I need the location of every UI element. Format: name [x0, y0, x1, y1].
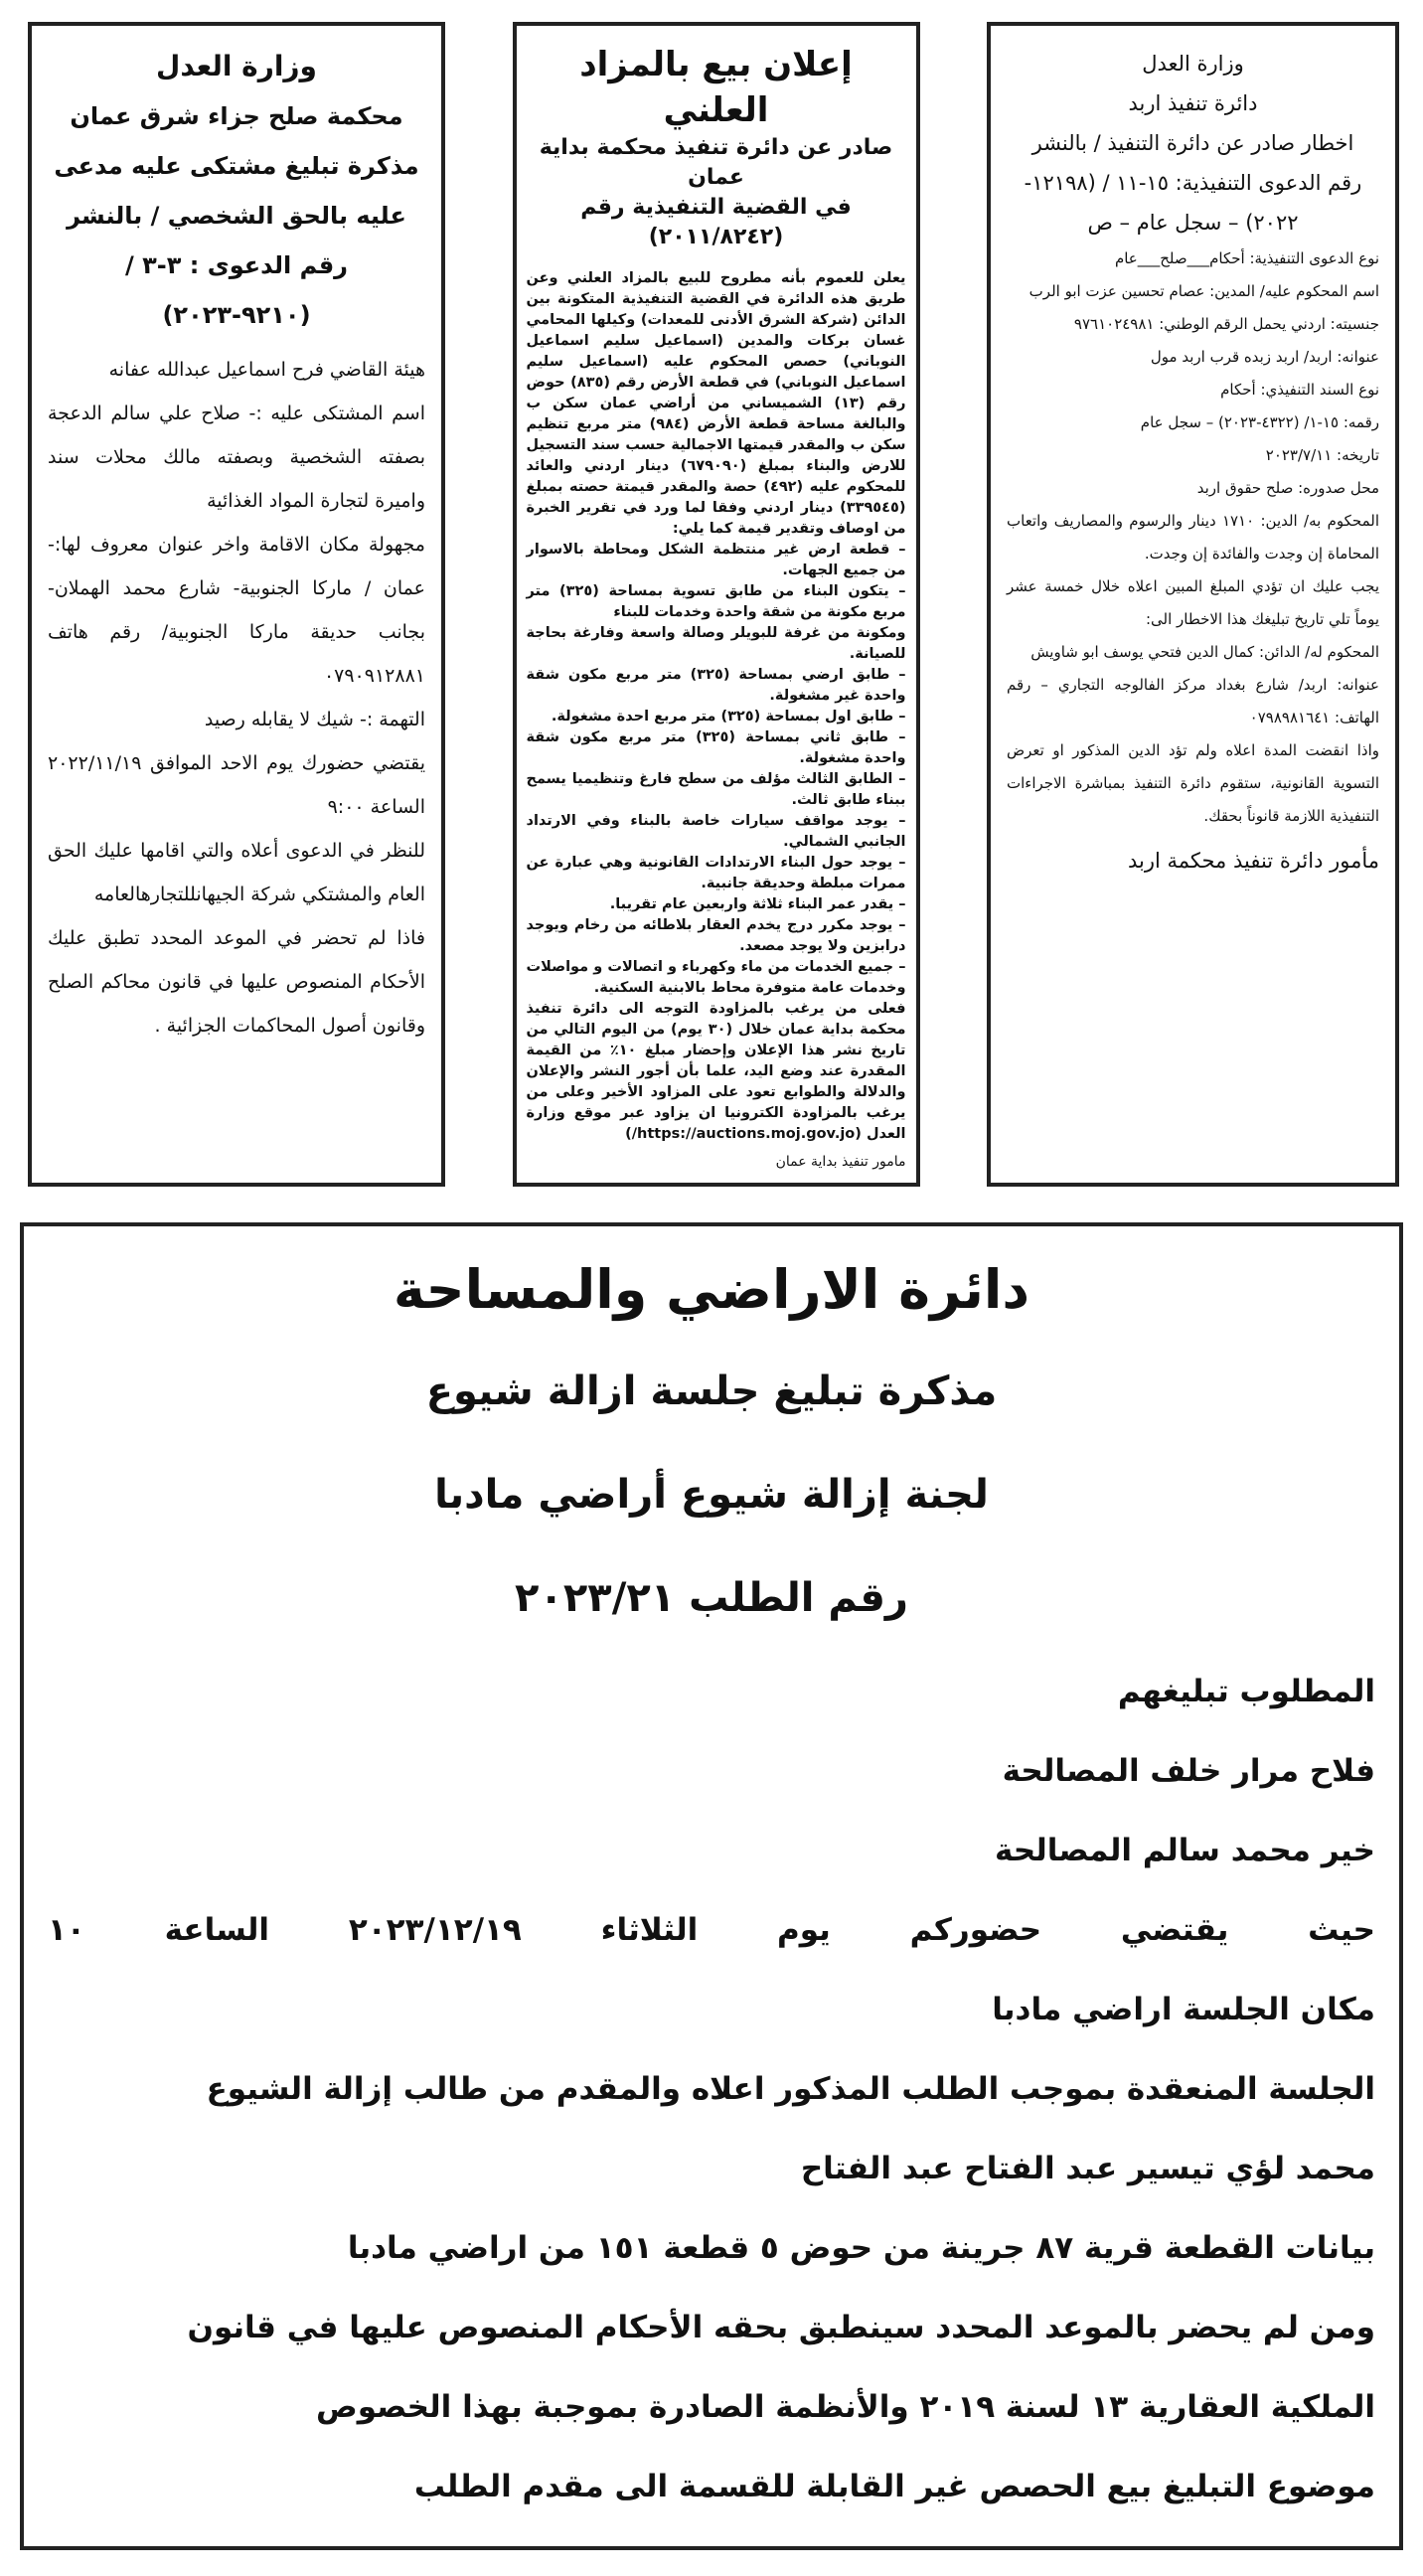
paragraph: – يوجد مواقف سيارات خاصة بالبناء وفي الارتداد الجانبي الشمالي.: [526, 813, 906, 850]
body-line: الجلسة المنعقدة بموجب الطلب المذكور اعلاه والمقدم من طالب إزالة الشيوع: [206, 2071, 1375, 2107]
title-line: محكمة صلح جزاء شرق عمان: [70, 102, 403, 130]
signature: مأمور دائرة تنفيذ محكمة اربد: [1127, 849, 1379, 873]
court-summons-notice: [28, 22, 445, 1187]
execution-notice-irbid: [987, 22, 1399, 1187]
notice-body: [48, 1652, 1375, 2526]
notice-subtitle: مذكرة تبليغ جلسة ازالة شيوع: [425, 1368, 998, 1414]
title-line: عليه بالحق الشخصي / بالنشر: [67, 202, 406, 230]
request-number: رقم الطلب ٢٠٢٣/٢١: [515, 1575, 908, 1621]
body-line: موضوع التبليغ بيع الحصص غير القابلة للقسمة الى مقدم الطلب: [413, 2469, 1375, 2504]
paragraph: – طابق ارضي بمساحة (٣٢٥) متر مربع مكون شقة واحدة غير مشغولة.: [526, 667, 906, 704]
paragraph: – يوجد مكرر درج يخدم العقار بلاطائه من رخام ويوجد درابزين ولا يوجد مصعد.: [526, 917, 906, 954]
paragraph: فعلى من يرغب بالمزاودة التوجه الى دائرة تنفيذ محكمة بداية عمان خلال (٣٠ يوم) من اليوم التالي من تاريخ نشر هذا الإعلان وإحضار مبلغ ١٠٪ من القيمة المقدرة عند وضع اليد، علما بأن أجور النشر والإعلان والدلالة والطوابع تعود على المزاود الأخير وعلى من يرغب بالمزاودة الكترونيا ان يزاود عبر موقع وزارة العدل (https://auctions.moj.gov.jo/): [526, 1001, 906, 1142]
notice-body: [527, 268, 906, 1145]
title-line: وزارة العدل: [1142, 52, 1244, 76]
body-line: المطلوب تبليغهم: [1117, 1674, 1375, 1709]
title-line: رقم الدعوى التنفيذية: ١٥-١١ / (١٢١٩٨-: [1024, 171, 1362, 195]
body-line: بيانات القطعة قرية ٨٧ جرينة من حوض ٥ قطعة ١٥١ من اراضي مادبا: [347, 2230, 1375, 2266]
notice-body: [1007, 242, 1379, 833]
title-line: وزارة العدل: [156, 50, 317, 82]
body-line: واذا انقضت المدة اعلاه ولم تؤد الدين المذكور او تعرض التسوية القانونية، ستقوم دائرة التنفيذ بمباشرة الاجراءات التنفيذية اللازمة قانوناً بحقك.: [1007, 741, 1379, 825]
body-line: يجب عليك ان تؤدي المبلغ المبين اعلاه خلال خمسة عشر يوماً تلي تاريخ تبليغك هذا الاخطار الى:: [1007, 577, 1379, 628]
body-line: رقمه: ١٥-١/ (٤٣٢٢-٢٠٢٣) – سجل عام: [1140, 413, 1379, 431]
notice-title: [1007, 44, 1379, 242]
title-line: دائرة تنفيذ اربد: [1128, 91, 1258, 115]
body-line: جنسيته: اردني يحمل الرقم الوطني: ٩٧٦١٠٢٤٩٨١: [1073, 315, 1379, 333]
notice-subtitle: في القضية التنفيذية رقم (٢٠١١/٨٢٤٢): [580, 195, 852, 249]
paragraph: للنظر في الدعوى أعلاه والتي اقامها عليك الحق العام والمشتكي شركة الجيهانللتجارهالعامه: [48, 840, 425, 905]
body-line: حيث يقتضي حضوركم يوم الثلاثاء ٢٠٢٣/١٢/١٩ الساعة ١٠: [48, 1912, 1375, 1948]
signature: مامور تنفيذ بداية عمان: [775, 1154, 906, 1170]
notice-subtitle: صادر عن دائرة تنفيذ محكمة بداية عمان: [539, 135, 893, 190]
title-line: ٢٠٢٢) – سجل عام – ص: [1087, 211, 1299, 235]
body-line: خير محمد سالم المصالحة: [995, 1833, 1375, 1868]
paragraph: – قطعة ارض غير منتظمة الشكل ومحاطة بالاسوار من جميع الجهات.: [526, 542, 906, 578]
notice-title: [48, 42, 425, 340]
paragraph: يعلن للعموم بأنه مطروح للبيع بالمزاد العلني وعن طريق هذه الدائرة في القضية التنفيذية المتكونة بين الدائن (شركة الشرق الأدنى للمعدات) وكيلها المحامي غسان بركات والمدين (اسماعيل سليم اسماعيل النوباني) حصص المحكوم عليه (اسماعيل سليم اسماعيل النوباني) في قطعة الأرض رقم (٨٣٥) حوض رقم (١٣) الشميساني من أراضي عمان سكن ب والبالغة مساحة قطعة الأرض (٩٨٤) متر مربع تنظيم سكن ب والمقدر قيمتها الاجمالية حسب سند التسجيل للارض والبناء بمبلغ (٦٧٩٠٩٠) دينار اردني والعائد للمحكوم عليه (٤٩٢) حصة والمقدر قيمتة حصته بمبلغ (٣٣٩٥٤٥) دينار اردني وفقا لما ورد في تقرير الخبرة من اوصاف وتقدير قيمة كما يلي:: [526, 270, 906, 537]
body-line: محل صدوره: صلح حقوق اربد: [1196, 479, 1379, 497]
paragraph: – طابق ثاني بمساحة (٣٢٥) متر مربع مكون شقة واحدة مشغولة.: [526, 729, 906, 766]
paragraph: فاذا لم تحضر في الموعد المحدد تطبق عليك الأحكام المنصوص عليها في قانون محاكم الصلح وقانون أصول المحاكمات الجزائية .: [48, 927, 425, 1037]
public-auction-notice: [513, 22, 920, 1187]
paragraph: هيئة القاضي فرح اسماعيل عبدالله عفانه: [108, 359, 425, 381]
body-line: ومن لم يحضر بالموعد المحدد سينطبق بحقه الأحكام المنصوص عليها في قانون: [187, 2310, 1375, 2345]
body-line: المحكوم له/ الدائن: كمال الدين فتحي يوسف ابو شاويش: [1030, 643, 1379, 661]
paragraph: – جميع الخدمات من ماء وكهرباء و اتصالات و مواصلات وخدمات عامة متوفرة محاط بالابنية السكنية.: [526, 959, 906, 996]
body-line: نوع السند التنفيذي: أحكام: [1220, 381, 1379, 399]
notice-subtitle: لجنة إزالة شيوع أراضي مادبا: [434, 1472, 989, 1518]
body-line: المحكوم به/ الدين: ١٧١٠ دينار والرسوم والمصاريف واتعاب المحاماة إن وجدت والفائدة إن وجدت.: [1007, 512, 1379, 563]
body-line: الملكية العقارية ١٣ لسنة ٢٠١٩ والأنظمة الصادرة بموجبة بهذا الخصوص: [316, 2389, 1375, 2425]
paragraph: – الطابق الثالث مؤلف من سطح فارغ وتنظيميا يسمح ببناء طابق ثالث.: [526, 771, 906, 808]
body-line: عنوانه: اربد/ اربد زبده قرب اربد مول: [1150, 348, 1379, 366]
paragraph: – يوجد حول البناء الارتدادات القانونية وهي عبارة عن ممرات مبلطة وحديقة جانبية.: [526, 855, 906, 891]
body-line: محمد لؤي تيسير عبد الفتاح عبد الفتاح: [800, 2151, 1375, 2186]
paragraph: التهمة :- شيك لا يقابله رصيد: [204, 709, 425, 730]
body-line: نوع الدعوى التنفيذية: أحكام___صلح___عام: [1114, 249, 1379, 267]
paragraph: – طابق اول بمساحة (٣٢٥) متر مربع احدة مشغولة.: [551, 709, 906, 724]
paragraph: ومكونة من غرفة للبويلر وصالة واسعة وفارغة بحاجة للصيانة.: [526, 625, 906, 662]
notice-title: دائرة الاراضي والمساحة: [393, 1258, 1030, 1321]
paragraph: يقتضي حضورك يوم الاحد الموافق ٢٠٢٢/١١/١٩ الساعة ٩:٠٠: [48, 752, 425, 818]
top-notices-row: [20, 22, 1403, 1187]
title-line: رقم الدعوى : ٣-٣ / (٩٢١٠-٢٠٢٣): [125, 251, 348, 329]
paragraph: مجهولة مكان الاقامة واخر عنوان معروف لها:- عمان / ماركا الجنوبية- شارع محمد الهملان- بجانب حديقة ماركا الجنوبية/ رقم هاتف ٠٧٩٠٩١٢٨٨١: [48, 534, 425, 687]
land-survey-notice: [20, 1222, 1403, 2550]
title-line: مذكرة تبليغ مشتكى عليه مدعى: [54, 152, 419, 180]
paragraph: – يتكون البناء من طابق تسوية بمساحة (٣٢٥) متر مربع مكونة من شقة واحدة وخدمات للبناء: [526, 583, 906, 620]
body-line: اسم المحكوم عليه/ المدين: عصام تحسين عزت ابو الرب: [1028, 282, 1379, 300]
paragraph: اسم المشتكى عليه :- صلاح علي سالم الدعجة بصفته الشخصية وبصفته مالك محلات سند واميرة لتجارة المواد الغذائية: [48, 402, 425, 512]
body-line: تاريخه: ٢٠٢٣/٧/١١: [1265, 446, 1379, 464]
paragraph: – يقدر عمر البناء ثلاثة واربعين عام تقريبا.: [609, 896, 906, 912]
body-line: عنوانه: اربد/ شارع بغداد مركز الفالوجه التجاري – رقم الهاتف: ٠٧٩٨٩٨١٦٤١: [1007, 676, 1379, 726]
notice-body: [48, 348, 425, 1047]
body-line: مكان الجلسة اراضي مادبا: [992, 1992, 1375, 2027]
notice-title: إعلان بيع بالمزاد العلني: [579, 45, 853, 130]
body-line: فلاح مرار خلف المصالحة: [1002, 1753, 1375, 1789]
title-line: اخطار صادر عن دائرة التنفيذ / بالنشر: [1031, 131, 1354, 155]
